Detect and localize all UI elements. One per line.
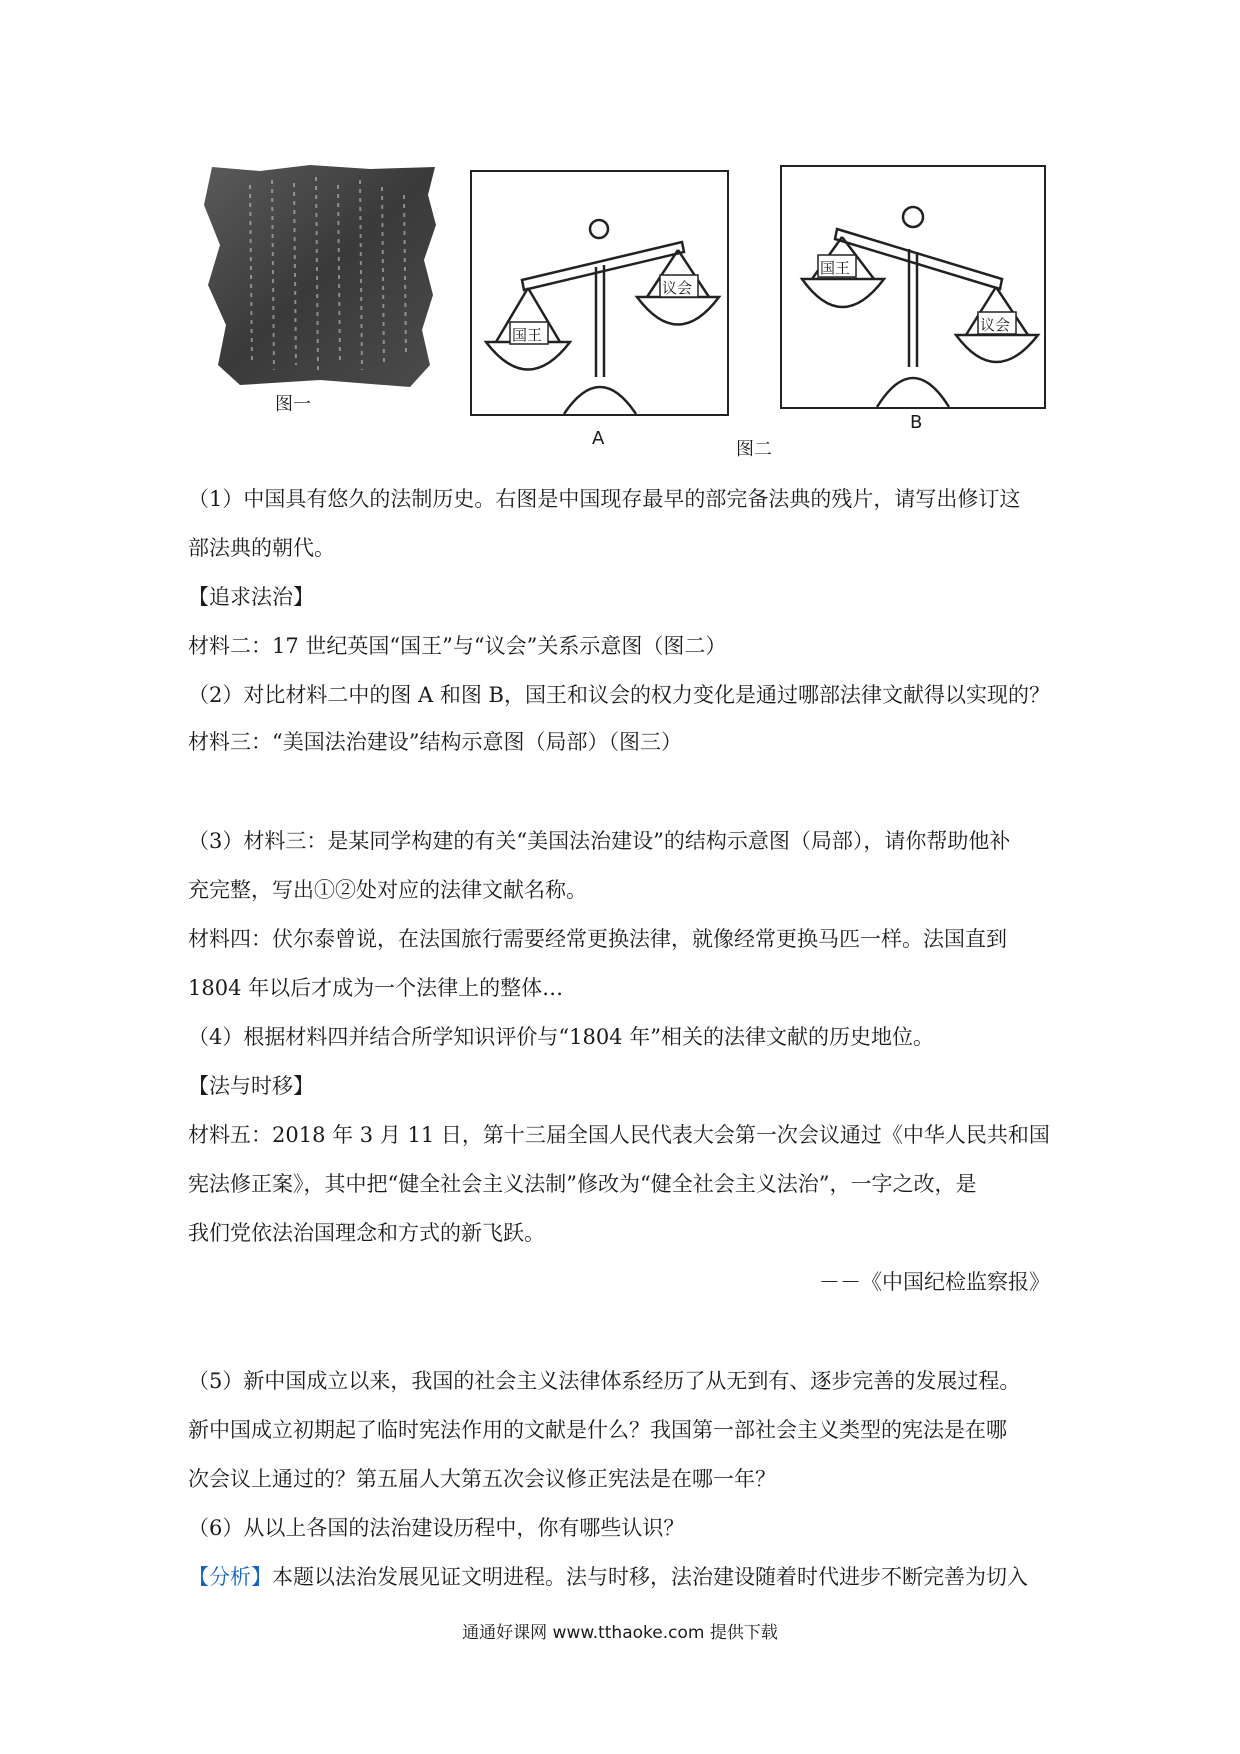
section-heading-pursue-rule-of-law: 【追求法治】 <box>188 585 314 609</box>
question-5-line-1: （5）新中国成立以来，我国的社会主义法律体系经历了从无到有、逐步完善的发展过程。 <box>188 1369 1021 1393</box>
material-5-line-2: 宪法修正案》，其中把“健全社会主义法制”修改为“健全社会主义法治”，一字之改，是 <box>188 1172 977 1196</box>
question-5-line-3: 次会议上通过的？第五届人大第五次会议修正宪法是在哪一年？ <box>188 1467 776 1491</box>
parliament-label-a: 议会 <box>662 279 693 297</box>
panel-b-label: B <box>910 412 923 433</box>
figure-2a-panel <box>470 170 729 416</box>
question-3-line-2: 充完整，写出①②处对应的法律文献名称。 <box>188 878 587 902</box>
figure-1-caption: 图一 <box>275 394 311 415</box>
code-fragment-illustration <box>200 165 440 390</box>
material-5-source: －－《中国纪检监察报》 <box>819 1270 1050 1294</box>
king-label-a: 国王 <box>512 326 543 344</box>
figure-1-image <box>200 165 440 390</box>
scale-b-illustration <box>782 167 1044 407</box>
king-label-b: 国王 <box>820 259 851 277</box>
figure-2b-panel <box>780 165 1046 409</box>
analysis-text: 本题以法治发展见证文明进程。法与时移，法治建设随着时代进步不断完善为切入 <box>272 1565 1028 1589</box>
question-2: （2）对比材料二中的图 A 和图 B，国王和议会的权力变化是通过哪部法律文献得以实现的？ <box>188 683 1050 707</box>
material-5-line-3: 我们党依法治国理念和方式的新飞跃。 <box>188 1221 545 1245</box>
footer-download-note: 通通好课网 www.tthaoke.com 提供下载 <box>462 1623 778 1643</box>
question-3-line-1: （3）材料三：是某同学构建的有关“美国法治建设”的结构示意图（局部），请你帮助他补 <box>188 829 1011 853</box>
panel-a-label: A <box>592 428 605 449</box>
material-5-line-1: 材料五：2018 年 3 月 11 日，第十三届全国人民代表大会第一次会议通过《中华人民共和国 <box>188 1123 1050 1147</box>
material-3: 材料三：“美国法治建设”结构示意图（局部）（图三） <box>188 730 682 754</box>
question-1-line-1: （1）中国具有悠久的法制历史。右图是中国现存最早的部完备法典的残片，请写出修订这 <box>188 487 1021 511</box>
analysis-line <box>188 1562 1028 1592</box>
question-5-line-2: 新中国成立初期起了临时宪法作用的文献是什么？我国第一部社会主义类型的宪法是在哪 <box>188 1418 1007 1442</box>
analysis-tag: 【分析】 <box>188 1565 272 1589</box>
question-1-line-2: 部法典的朝代。 <box>188 536 335 560</box>
question-4: （4）根据材料四并结合所学知识评价与“1804 年”相关的法律文献的历史地位。 <box>188 1025 934 1049</box>
section-heading-law-with-time: 【法与时移】 <box>188 1074 314 1098</box>
material-2: 材料二：17 世纪英国“国王”与“议会”关系示意图（图二） <box>188 634 727 658</box>
parliament-label-b: 议会 <box>980 316 1011 334</box>
material-4-line-2: 1804 年以后才成为一个法律上的整体… <box>188 976 564 1000</box>
material-4-line-1: 材料四：伏尔泰曾说，在法国旅行需要经常更换法律，就像经常更换马匹一样。法国直到 <box>188 927 1007 951</box>
question-6: （6）从以上各国的法治建设历程中，你有哪些认识？ <box>188 1516 685 1540</box>
figure-2-caption: 图二 <box>736 439 772 460</box>
